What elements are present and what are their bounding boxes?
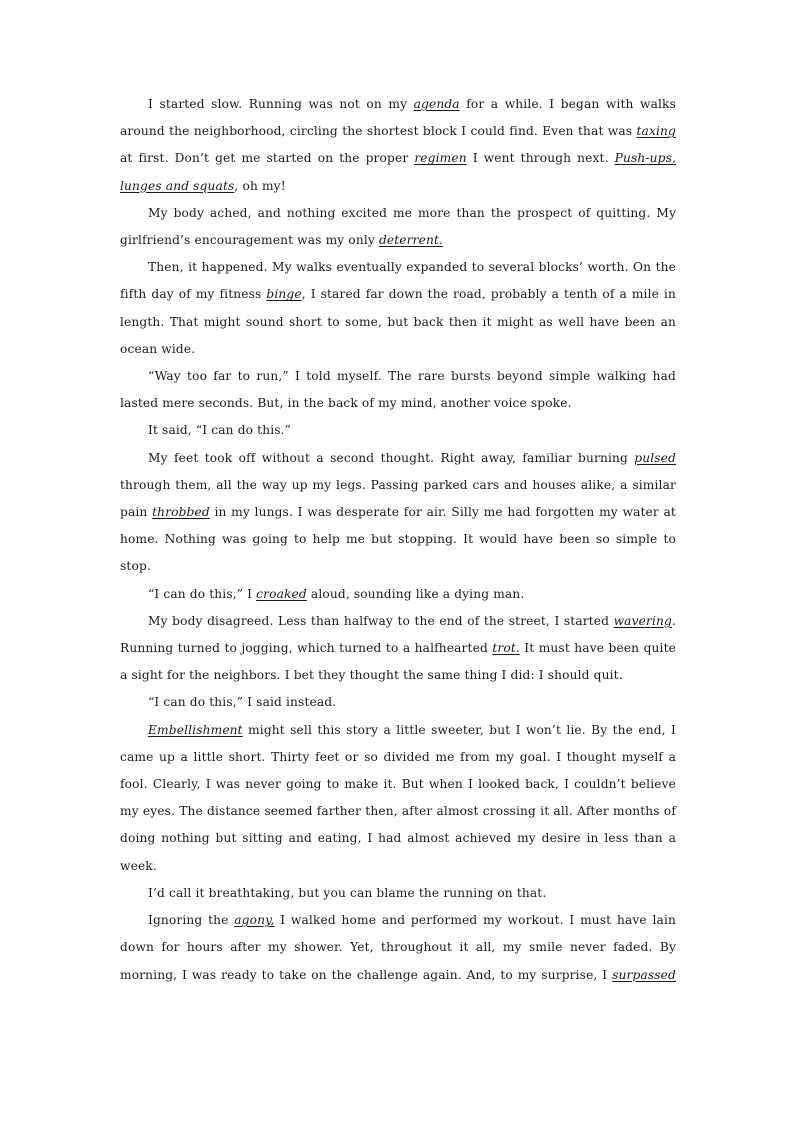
paragraph-text: I walked home and performed my workout. I must have lain down for hours after my shower. Yet, throughout it all, my smile never faded. By morning, I was ready to take on the challenge again. And, to my surprise, I (120, 913, 676, 982)
paragraph-text: . Running turned to jogging, which turned to a halfhearted (120, 613, 676, 656)
paragraph (120, 417, 676, 444)
paragraph (120, 689, 676, 716)
paragraph-text: My feet took off without a second thought. Right away, familiar burning (148, 450, 635, 465)
paragraph-text: at first. Don’t get me started on the proper (120, 151, 415, 166)
vocabulary-keyword: agenda (413, 97, 460, 111)
vocabulary-keyword: deterrent. (378, 233, 444, 248)
paragraph (120, 445, 676, 581)
vocabulary-keyword: taxing (636, 124, 676, 139)
paragraph-text: I started slow. Running was not on my (148, 97, 414, 111)
paragraph (120, 608, 676, 690)
vocabulary-keyword: Push-ups, lunges and squats (120, 151, 676, 193)
paragraph-text: for a while. I began with walks around the neighborhood, circling the shortest block I could find. Even that was (120, 97, 676, 139)
vocabulary-keyword: regimen (414, 151, 467, 166)
paragraph-text: It must have been quite a sight for the neighbors. I bet they thought the same thing I did: I should quit. (120, 641, 676, 683)
paragraph-text: “I can do this,” I (148, 586, 257, 601)
vocabulary-keyword: pulsed (634, 450, 676, 465)
paragraph-text: “Way too far to run,” I told myself. The rare bursts beyond simple walking had lasted mere seconds. But, in the back of my mind, another voice spoke. (120, 369, 676, 411)
paragraph (120, 581, 676, 608)
paragraph-text: It said, “I can do this.” (148, 423, 292, 438)
paragraph-text: Then, it happened. My walks eventually expanded to several blocks’ worth. On the fifth day of my fitness (120, 260, 676, 302)
vocabulary-keyword: wavering (613, 613, 672, 628)
vocabulary-keyword: Embellishment (148, 722, 243, 737)
paragraph (120, 91, 676, 200)
paragraph-text: in my lungs. I was desperate for air. Silly me had forgotten my water at home. Nothing was going to help me but stopping. It would have been so simple to stop. (120, 505, 676, 574)
vocabulary-keyword: croaked (256, 586, 307, 601)
paragraph (120, 880, 676, 907)
vocabulary-keyword: surpassed (612, 967, 676, 982)
paragraph-text: Ignoring the (148, 913, 235, 928)
vocabulary-keyword: agony, (234, 913, 275, 928)
paragraph (120, 200, 676, 254)
paragraph (120, 717, 676, 880)
paragraph-text: My body disagreed. Less than halfway to the end of the street, I started (148, 613, 614, 628)
paragraph-text: , I stared far down the road, probably a tenth of a mile in length. That might sound short to some, but back then it might as well have been an ocean wide. (120, 287, 677, 356)
paragraph-text: I’d call it breathtaking, but you can blame the running on that. (148, 885, 547, 900)
vocabulary-keyword: throbbed (152, 505, 210, 520)
paragraph-text: My body ached, and nothing excited me more than the prospect of quitting. My girlfriend’s encouragement was my only (120, 205, 676, 248)
paragraph-text: aloud, sounding like a dying man. (306, 586, 525, 601)
paragraph-text: , oh my! (234, 178, 286, 193)
paragraph (120, 907, 676, 989)
paragraph (120, 363, 676, 417)
paragraph-text: I went through next. (466, 151, 615, 166)
paragraph (120, 254, 676, 363)
paragraph-text: through them, all the way up my legs. Passing parked cars and houses alike, a similar pain (120, 477, 676, 520)
document-page (120, 91, 676, 989)
paragraph-text: might sell this story a little sweeter, but I won’t lie. By the end, I came up a little short. Thirty feet or so divided me from my goal. I thought myself a fool. Clearly, I was never going to make it. But when I looked back, I couldn’t believe my eyes. The distance seemed farther then, after almost crossing it all. After months of doing nothing but sitting and eating, I had almost achieved my desire in less than a week. (120, 722, 676, 873)
vocabulary-keyword: trot. (492, 641, 520, 656)
paragraph-text: “I can do this,” I said instead. (148, 695, 337, 710)
vocabulary-keyword: binge (266, 287, 302, 302)
